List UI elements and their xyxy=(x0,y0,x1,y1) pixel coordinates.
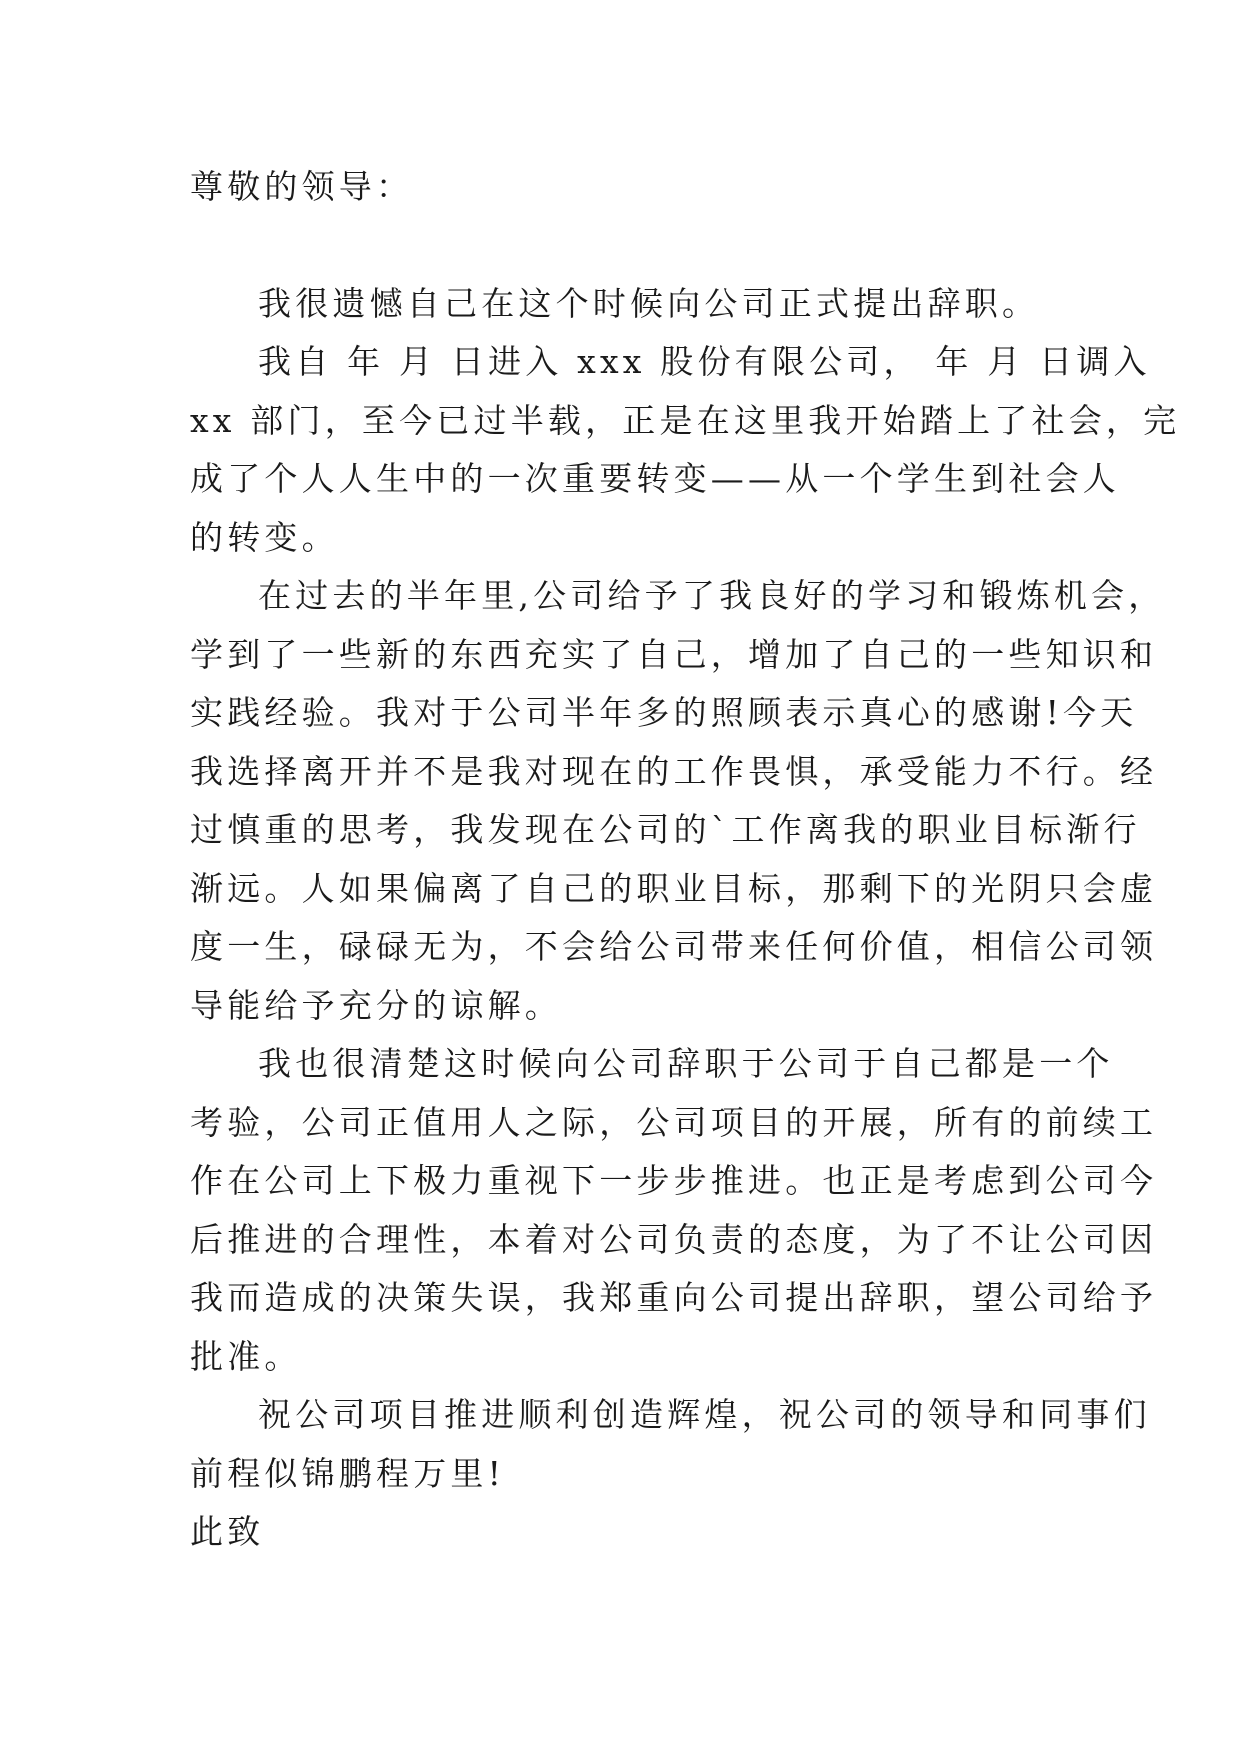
paragraph-line: 我很遗憾自己在这个时候向公司正式提出辞职。 xyxy=(258,283,1040,323)
paragraph-line: 考验，公司正值用人之际，公司项目的开展，所有的前续工 xyxy=(190,1102,1158,1142)
paragraph-line: 后推进的合理性，本着对公司负责的态度，为了不让公司因 xyxy=(190,1219,1158,1259)
paragraph-line: 在过去的半年里,公司给予了我良好的学习和锻炼机会， xyxy=(258,576,1166,615)
paragraph-line: 成了个人人生中的一次重要转变——从一个学生到社会人 xyxy=(190,459,1120,498)
paragraph-line: 度一生，碌碌无为，不会给公司带来任何价值，相信公司领 xyxy=(190,927,1158,966)
paragraph-line: 学到了一些新的东西充实了自己，增加了自己的一些知识和 xyxy=(190,634,1158,674)
paragraph-line: xx 部门，至今已过半载，正是在这里我开始踏上了社会，完 xyxy=(190,400,1181,440)
paragraph-line: 我而造成的决策失误，我郑重向公司提出辞职，望公司给予 xyxy=(190,1278,1158,1317)
paragraph-line: 祝公司项目推进顺利创造辉煌，祝公司的领导和同事们 xyxy=(258,1395,1151,1434)
paragraph-line: 前程似锦鹏程万里! xyxy=(190,1453,506,1493)
paragraph-line: 我选择离开并不是我对现在的工作畏惧，承受能力不行。经 xyxy=(190,751,1158,791)
paragraph-line: 我自 年 月 日进入 xxx 股份有限公司， 年 月 日调入 xyxy=(258,342,1151,381)
paragraph-line: 我也很清楚这时候向公司辞职于公司于自己都是一个 xyxy=(258,1044,1114,1083)
paragraph-line: 批准。 xyxy=(190,1336,302,1376)
closing-line: 此致 xyxy=(190,1512,265,1551)
paragraph-line: 作在公司上下极力重视下一步步推进。也正是考虑到公司今 xyxy=(190,1161,1158,1200)
paragraph-line: 的转变。 xyxy=(190,517,339,557)
paragraph-line: 导能给予充分的谅解。 xyxy=(190,985,562,1025)
letter-body xyxy=(190,158,1181,1562)
salutation: 尊敬的领导： xyxy=(190,167,414,206)
paragraph-line: 渐远。人如果偏离了自己的职业目标，那剩下的光阴只会虚 xyxy=(190,868,1158,908)
paragraph-line: 过慎重的思考，我发现在公司的`工作离我的职业目标渐行 xyxy=(190,810,1141,849)
paragraph-line: 实践经验。我对于公司半年多的照顾表示真心的感谢!今天 xyxy=(190,693,1138,732)
blank-line xyxy=(190,217,1055,275)
